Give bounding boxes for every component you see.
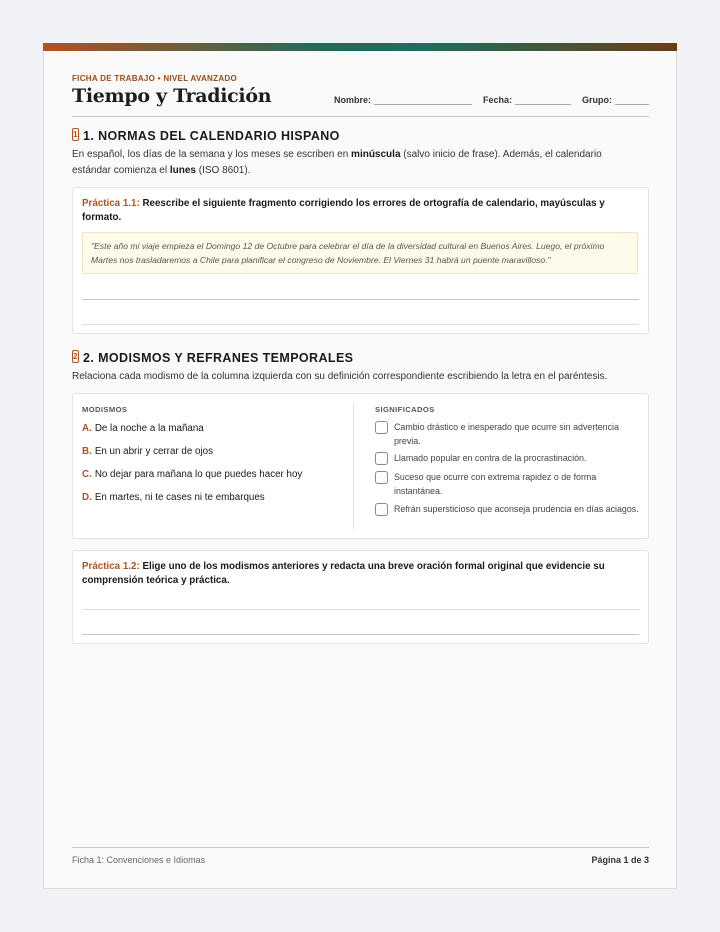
practice-1-2-card xyxy=(72,550,649,644)
matching-card xyxy=(72,393,649,539)
answer-line-2[interactable] xyxy=(82,324,639,325)
group-line[interactable] xyxy=(615,95,649,105)
worksheet-page xyxy=(43,43,677,889)
practice-1-2-text: Elige uno de los modismos anteriores y redacta una breve oración formal original que evidencie su comprensión teórica y práctica. xyxy=(82,561,605,586)
group-field[interactable] xyxy=(582,95,649,105)
meaning-text: Suceso que ocurre con extrema rapidez o de forma instantánea. xyxy=(394,472,597,496)
answer-checkbox[interactable] xyxy=(375,471,388,484)
header-color-bar xyxy=(43,43,677,51)
intro-bold-minuscula: minúscula xyxy=(351,149,401,160)
section1-title-text: 1. NORMAS DEL CALENDARIO HISPANO xyxy=(83,129,340,143)
page-title: Tiempo y Tradición xyxy=(72,85,272,107)
footer-worksheet-name: Ficha 1: Convenciones e Idiomas xyxy=(72,855,206,865)
idiom-letter: D. xyxy=(82,492,92,503)
footer-page-number: Página 1 de 3 xyxy=(591,855,649,865)
section2-number-badge: 2 xyxy=(73,352,78,361)
answer-checkbox[interactable] xyxy=(375,421,388,434)
name-label: Nombre: xyxy=(334,95,372,105)
meaning-text: Cambio drástico e inesperado que ocurre sin advertencia previa. xyxy=(394,422,619,446)
answer-checkbox[interactable] xyxy=(375,503,388,516)
worksheet-eyebrow: FICHA DE TRABAJO • NIVEL AVANZADO xyxy=(72,74,238,83)
intro-text-a: En español, los días de la semana y los meses se escriben en xyxy=(72,149,352,160)
idiom-text: No dejar para mañana lo que puedes hacer hoy xyxy=(94,469,303,480)
idiom-item xyxy=(82,469,302,480)
idiom-letter: C. xyxy=(82,469,92,480)
section1-number-badge: 1 xyxy=(73,130,78,139)
idiom-text: De la noche a la mañana xyxy=(94,423,204,434)
intro-bold-lunes: lunes xyxy=(169,164,196,176)
practice-1-1-card xyxy=(72,187,649,334)
column-divider xyxy=(353,403,354,529)
answer-line-2[interactable] xyxy=(82,634,639,635)
name-line[interactable] xyxy=(374,95,472,105)
name-field[interactable] xyxy=(334,95,472,105)
date-label: Fecha: xyxy=(483,95,513,105)
practice-1-2-label: Práctica 1.2: xyxy=(82,561,140,572)
section2-intro: Relaciona cada modismo de la columna izquierda con su definición correspondiente escribiendo la letra en el paréntesis. xyxy=(72,371,608,382)
idiom-item xyxy=(82,492,265,503)
intro-text-c: (ISO 8601). xyxy=(195,164,251,176)
header-divider xyxy=(72,116,649,117)
date-field[interactable] xyxy=(483,95,571,105)
intro-text-b: (salvo inicio de frase). Además, el calendario estándar comienza el xyxy=(72,149,602,176)
answer-line-1[interactable] xyxy=(82,609,639,610)
practice-1-1-quote: "Este año mi viaje empieza el Domingo 12 de Octubre para celebrar el día de la diversidad cultural en Buenos Aires. Luego, el próximo Martes nos trasladaremos a Chile para planificar el congreso de Noviembre. El Viernes 31 habrá un puente maravilloso." xyxy=(82,232,638,274)
meanings-column-header: SIGNIFICADOS xyxy=(375,405,435,414)
group-label: Grupo: xyxy=(582,95,612,105)
section2-title-text: 2. MODISMOS Y REFRANES TEMPORALES xyxy=(83,351,354,365)
section2-title xyxy=(72,350,353,365)
practice-1-1-prompt xyxy=(82,197,612,225)
idiom-text: En martes, ni te cases ni te embarques xyxy=(94,492,265,503)
practice-1-1-label: Práctica 1.1: xyxy=(82,198,140,209)
idiom-letter: A. xyxy=(82,423,92,434)
idioms-column-header: MODISMOS xyxy=(82,405,128,414)
answer-checkbox[interactable] xyxy=(375,452,388,465)
practice-1-2-prompt xyxy=(82,560,612,588)
meaning-text: Llamado popular en contra de la procrastinación. xyxy=(394,453,587,463)
idiom-item xyxy=(82,423,204,434)
meaning-text: Refrán supersticioso que aconseja prudencia en días aciagos. xyxy=(394,504,639,514)
idiom-item xyxy=(82,446,213,457)
footer-divider xyxy=(72,847,649,848)
section1-intro xyxy=(72,147,632,178)
idiom-text: En un abrir y cerrar de ojos xyxy=(94,446,213,457)
idiom-letter: B. xyxy=(82,446,92,457)
date-line[interactable] xyxy=(515,95,571,105)
answer-line-1[interactable] xyxy=(82,299,639,300)
section1-title xyxy=(72,128,340,143)
practice-1-1-text: Reescribe el siguiente fragmento corrigiendo los errores de ortografía de calendario, mayúsculas y formato. xyxy=(82,198,605,223)
